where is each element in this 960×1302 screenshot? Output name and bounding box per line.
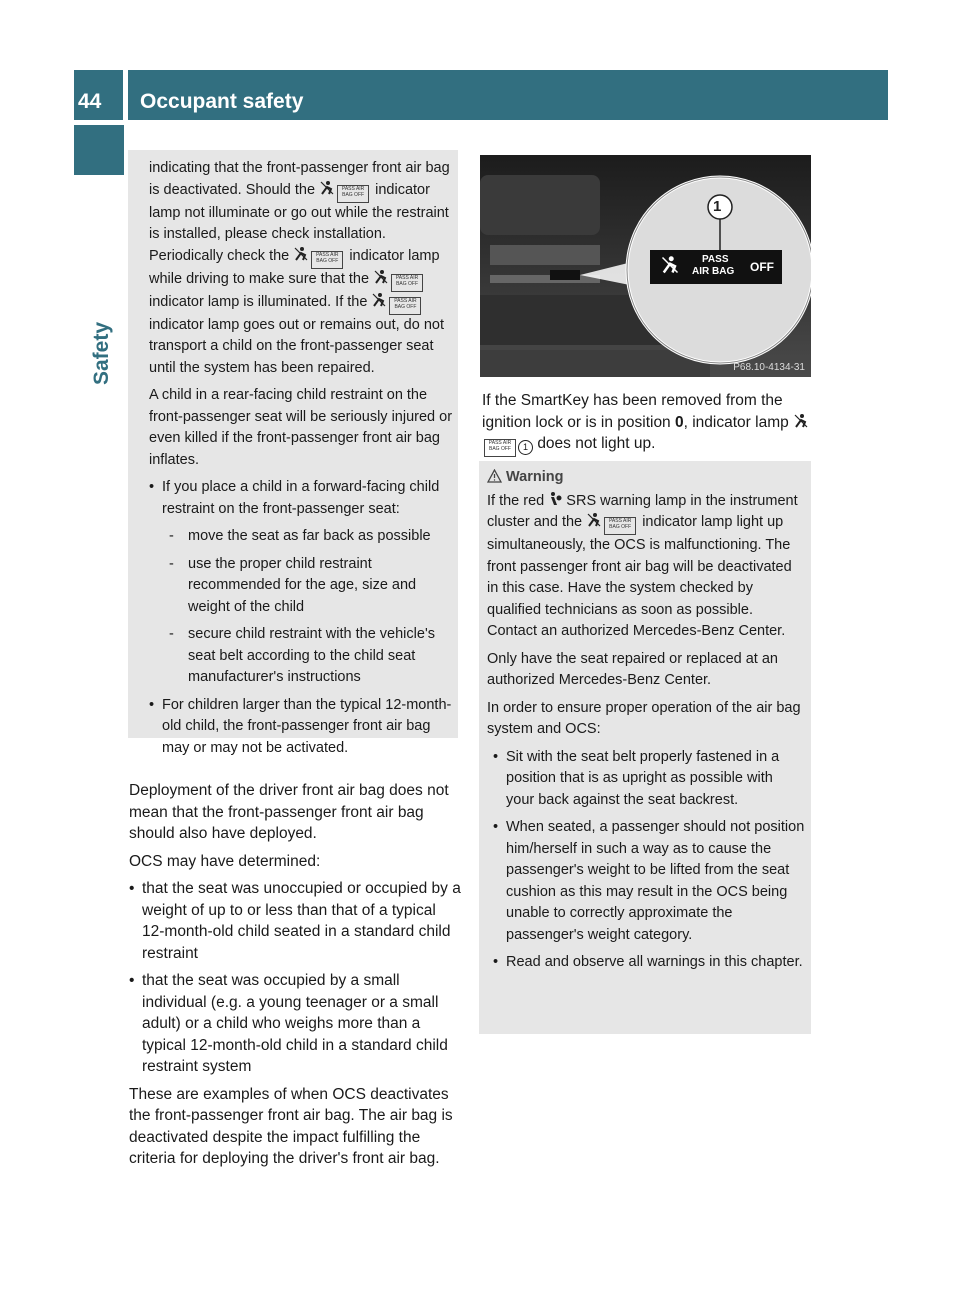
right-body-text [482,390,814,463]
child-seat-icon [660,255,680,275]
warning-paragraph: In order to ensure proper operation of the air bag system and OCS: [487,699,801,737]
warning-triangle-icon [487,469,502,483]
list-item: • Sit with the seat belt properly fastened in a position that is as upright as possible with your back against the seat backrest. [493,747,805,812]
list-item: • For children larger than the typical 12-month-old child, the front-passenger front air bag may or may not be activated. [149,695,453,760]
body-paragraph: These are examples of when OCS deactivates the front-passenger front air bag. The air bag is deactivated despite the impact fulfilling the criteria for deploying the driver's front air bag. [129,1085,453,1167]
list-subitem: - move the seat as far back as possible [149,526,453,548]
pass-airbag-off-icon: PASS AIR BAG OFF [389,297,421,315]
list-subitem: - secure child restraint with the vehicle's seat belt according to the child seat manufacturer's instructions [149,624,453,689]
side-tab [74,125,124,175]
pass-airbag-off-icon: PASS AIR BAG OFF [337,185,369,203]
list-item: • When seated, a passenger should not position him/herself in such a way as to cause the passenger's weight to be lifted from the seat cushion as this may result in the OCS being unable to correctly approximate the passenger's weight category. [493,817,805,946]
list-item: • that the seat was unoccupied or occupied by a weight of up to or less than that of a typical 12-month-old child seated in a standard child restraint [129,878,461,964]
child-seat-icon [293,246,309,262]
warning-paragraph: Only have the seat repaired or replaced at an authorized Mercedes-Benz Center. [487,650,778,688]
page-title: Occupant safety [140,90,304,113]
header-separator [123,70,128,120]
list-item: • If you place a child in a forward-facing child restraint on the front-passenger seat: [149,477,453,520]
srs-warning-icon [548,491,562,507]
warning-paragraph: If the red SRS warning lamp in the instrument cluster and the PASS AIR BAG OFF indicator lamp light up simultaneously, the OCS is malfunctioning. The front passenger front air bag will be deactivated in this case. Have the system checked by qualified technicians as soon as possible. Contact an authorized Mercedes-Benz Center. [487,492,798,639]
note-paragraph: A child in a rear-facing child restraint on the front-passenger seat will be seriously injured or even killed if the front-passenger front air bag inflates. [149,387,453,468]
list-item: • Read and observe all warnings in this chapter. [493,952,805,974]
list-item: • that the seat was occupied by a small individual (e.g. a young teenager or a small adult) or a child who weighs more than a typical 12-month-old child in a standard child restraint system [129,970,461,1078]
dashboard-photo [480,155,811,377]
child-seat-icon [586,512,602,528]
left-body-text [129,780,461,1176]
warning-text [487,467,805,980]
figure-code: P68.10-4134-31 [733,362,805,373]
body-paragraph: If the SmartKey has been removed from the ignition lock or is in position 0, indicator lamp PASS AIR BAG OFF 1 does not light up. [482,390,814,457]
body-paragraph: Deployment of the driver front air bag does not mean that the front-passenger front air bag should also have deployed. [129,782,449,842]
side-label: Safety [90,321,113,385]
body-paragraph: OCS may have determined: [129,852,321,870]
callout-number: 1 [713,198,722,215]
note-paragraph: indicating that the front-passenger front air bag is deactivated. Should the PASS AIR BAG OFF indicator lamp not illuminate or go out while the restraint is installed, please check installation. Periodically check the PASS AIR BAG OFF indicator lamp while driving to make sure that the PASS AIR BAG OFF indicator lamp is illuminated. If the PASS AIR BAG OFF indicator lamp goes out or remains out, do not transport a child on the front-passenger seat until the system has been repaired. [149,160,450,376]
pass-airbag-off-icon: PASS AIR BAG OFF [604,517,636,535]
indicator-off-label: OFF [750,260,774,274]
child-seat-icon [319,180,335,196]
pass-airbag-off-icon: PASS AIR BAG OFF [311,251,343,269]
pass-airbag-off-icon: PASS AIR BAG OFF [391,274,423,292]
indicator-airbag-label: AIR BAG [692,266,735,277]
page-number: 44 [78,90,102,113]
indicator-pass-label: PASS [702,254,729,265]
left-note-text [149,158,453,765]
warning-header: Warning [487,467,805,489]
list-subitem: - use the proper child restraint recommended for the age, size and weight of the child [149,554,453,619]
child-seat-icon [793,413,809,429]
pass-airbag-off-icon: PASS AIR BAG OFF [484,439,516,457]
child-seat-icon [373,269,389,285]
callout-1-icon: 1 [518,440,533,455]
child-seat-icon [371,292,387,308]
